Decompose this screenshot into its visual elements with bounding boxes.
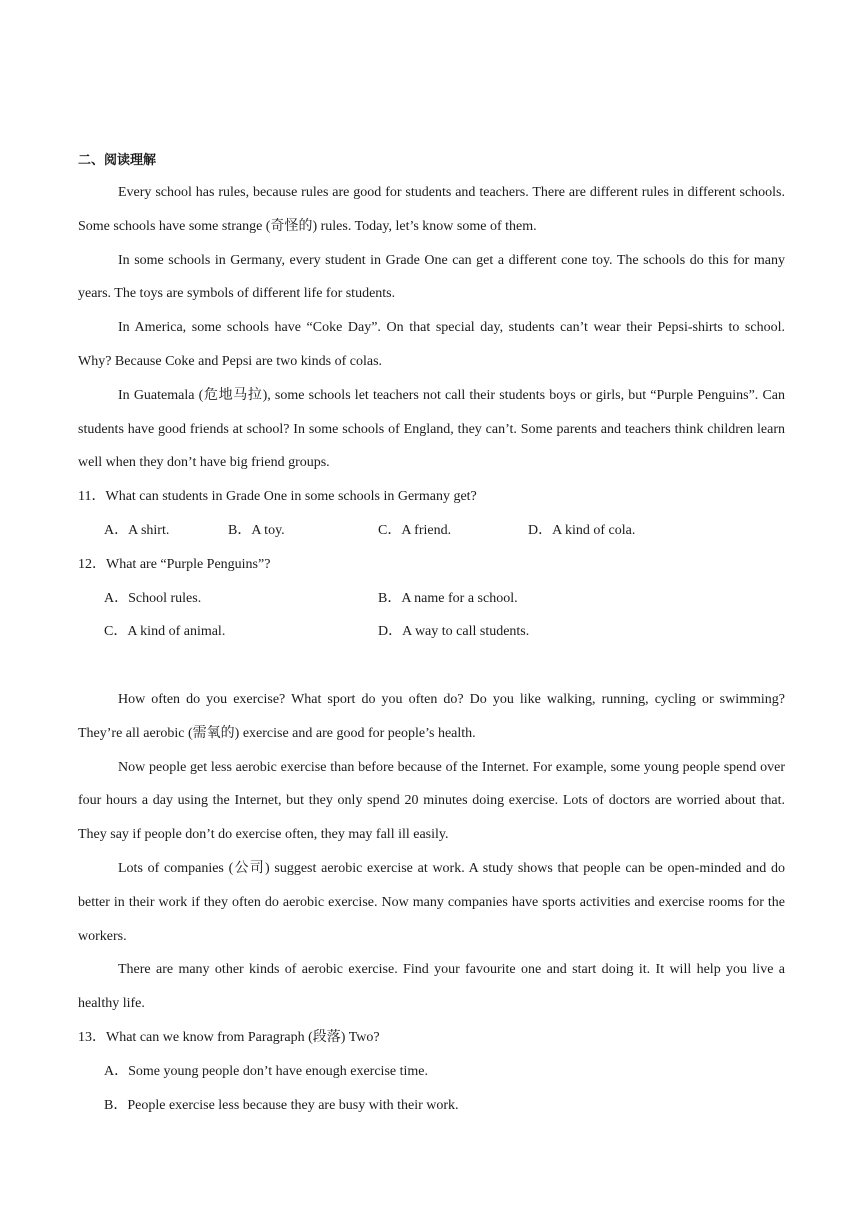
option-12-b[interactable]: B．A name for a school.: [378, 590, 518, 606]
passage-2-paragraph-3: Lots of companies (公司) suggest aerobic exercise at work. A study shows that people can be open-minded and do better in their work if they often do aerobic exercise. Now many companies have sports activities and exercise rooms for the workers.: [78, 860, 785, 944]
option-13-b[interactable]: B．People exercise less because they are busy with their work.: [104, 1097, 459, 1113]
option-11-c[interactable]: C．A friend.: [378, 522, 452, 538]
option-12-a[interactable]: A．School rules.: [104, 590, 202, 606]
question-12: [78, 548, 785, 649]
passage-1-paragraph-1: Every school has rules, because rules are good for students and teachers. There are different rules in different schools. Some schools have some strange (奇怪的) rules. Today, let’s know some of them.: [78, 185, 785, 234]
option-11-b[interactable]: B．A toy.: [228, 522, 285, 538]
question-11-options: [78, 514, 785, 548]
passage-1-paragraph-4: In Guatemala (危地马拉), some schools let teachers not call their students boys or girls, but “Purple Penguins”. Can students have good friends at school? In some schools of England, they can’t. Some parents and teachers think children learn well when they don’t have big friend groups.: [78, 387, 785, 471]
question-13-text: 13．What can we know from Paragraph (段落) Two?: [78, 1029, 380, 1045]
option-13-a[interactable]: A．Some young people don’t have enough exercise time.: [104, 1063, 428, 1079]
passage-1-paragraph-3: In America, some schools have “Coke Day”. On that special day, students can’t wear their Pepsi-shirts to school. Why? Because Coke and Pepsi are two kinds of colas.: [78, 320, 785, 369]
passage-1: [78, 176, 785, 480]
option-12-c[interactable]: C．A kind of animal.: [104, 624, 226, 640]
question-11-text: 11．What can students in Grade One in some schools in Germany get?: [78, 489, 477, 505]
passage-2-paragraph-1: How often do you exercise? What sport do you often do? Do you like walking, running, cycling or swimming? They’re all aerobic (需氧的) exercise and are good for people’s health.: [78, 691, 785, 741]
option-11-d[interactable]: D．A kind of cola.: [528, 522, 636, 538]
question-11: [78, 480, 785, 548]
passage-2: [78, 683, 785, 1021]
passage-2-paragraph-2: Now people get less aerobic exercise than before because of the Internet. For example, some young people spend over four hours a day using the Internet, but they only spend 20 minutes doing exercise. Lots of doctors are worried about that. They say if people don’t do exercise often, they may fall ill easily.: [78, 759, 785, 843]
option-12-d[interactable]: D．A way to call students.: [378, 624, 530, 640]
question-13: [78, 1021, 785, 1122]
section-title: 二、阅读理解: [78, 153, 157, 168]
passage-2-paragraph-4: There are many other kinds of aerobic exercise. Find your favourite one and start doing it. It will help you live a healthy life.: [78, 962, 785, 1012]
reading-section: [78, 146, 785, 1122]
question-12-text: 12．What are “Purple Penguins”?: [78, 556, 271, 572]
option-11-a[interactable]: A．A shirt.: [104, 522, 170, 538]
question-12-options-row-2: [78, 615, 785, 649]
passage-1-paragraph-2: In some schools in Germany, every student in Grade One can get a different cone toy. The schools do this for many years. The toys are symbols of different life for students.: [78, 252, 785, 302]
passage-spacer: [78, 649, 785, 683]
question-12-options-row-1: [78, 582, 785, 616]
